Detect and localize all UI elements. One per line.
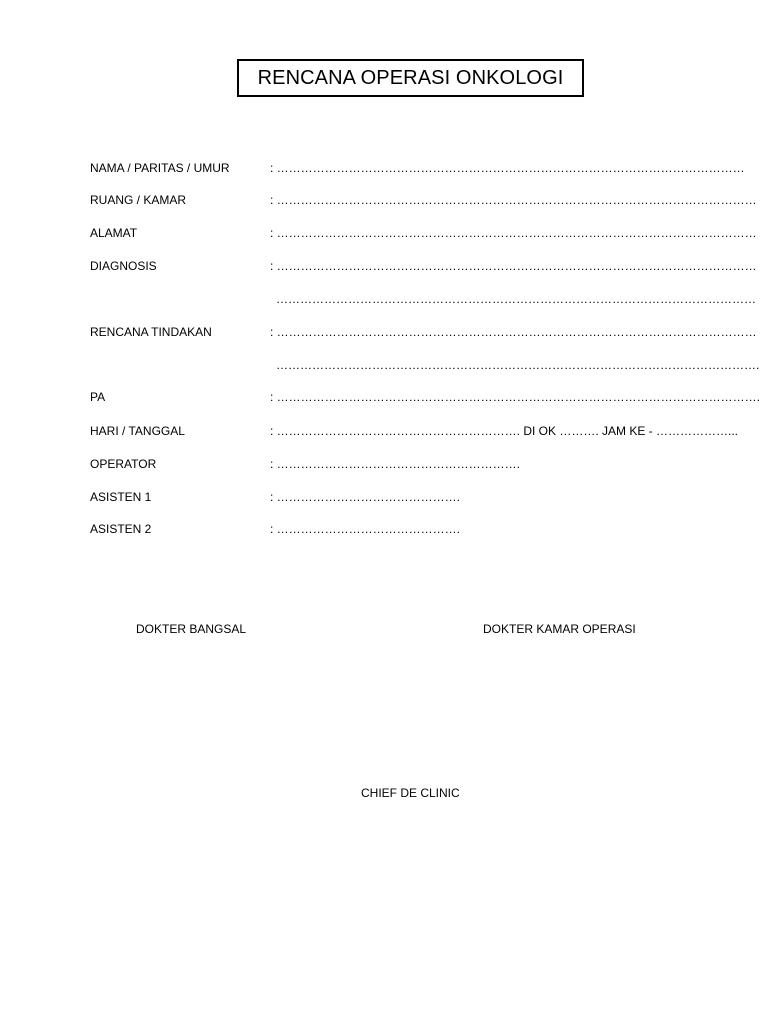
- field-label: HARI / TANGGAL: [90, 424, 185, 438]
- signature-dokter-bangsal: DOKTER BANGSAL: [136, 622, 247, 636]
- field-value: ………………………………………………………………………………………………………….: [276, 358, 760, 372]
- field-value: : …………………………………………………………………………………………………………: [270, 259, 757, 273]
- field-nama-paritas-umur: [0, 160, 768, 176]
- field-value: : ………………………………………………………………………………………………………: [270, 161, 745, 175]
- field-label: PA: [90, 390, 106, 404]
- field-value: : ……………………………………………………. DI OK ………. JAM KE - ………………...: [270, 424, 739, 438]
- field-label: RENCANA TINDAKAN: [90, 325, 212, 339]
- field-label: RUANG / KAMAR: [90, 193, 187, 207]
- field-label: OPERATOR: [90, 457, 157, 471]
- field-alamat: [0, 225, 768, 241]
- field-rencana-tindakan: [0, 324, 768, 340]
- field-operator: [0, 456, 768, 472]
- field-ruang-kamar: [0, 192, 768, 208]
- document-title-text: RENCANA OPERASI ONKOLOGI: [257, 66, 564, 89]
- field-rencana-tindakan-continued: [0, 357, 768, 373]
- field-value: : …………………………………………………………………………………………………………: [270, 325, 757, 339]
- field-label: ASISTEN 1: [90, 490, 152, 504]
- field-label: NAMA / PARITAS / UMUR: [90, 161, 230, 175]
- signature-chief-de-clinic: CHIEF DE CLINIC: [361, 786, 460, 800]
- field-diagnosis: [0, 258, 768, 274]
- signature-dokter-kamar-operasi: DOKTER KAMAR OPERASI: [483, 622, 636, 636]
- field-value: : ……………………………………….: [270, 490, 461, 504]
- field-value: : ……………………………………….: [270, 522, 461, 536]
- field-asisten-2: [0, 521, 768, 537]
- field-value: : ………………………………………………………………………………………………………….: [270, 390, 761, 404]
- field-value: : …………………………………………………….: [270, 457, 521, 471]
- document-title: [237, 59, 584, 97]
- field-label: ALAMAT: [90, 226, 138, 240]
- field-label: ASISTEN 2: [90, 522, 152, 536]
- field-value: : …………………………………………………………………………………………………………: [270, 193, 757, 207]
- field-diagnosis-continued: [0, 291, 768, 307]
- field-pa: [0, 389, 768, 405]
- field-asisten-1: [0, 489, 768, 505]
- field-value: : …………………………………………………………………………………………………………: [270, 226, 757, 240]
- field-hari-tanggal: [0, 423, 768, 439]
- field-label: DIAGNOSIS: [90, 259, 157, 273]
- field-value: …………………………………………………………………………………………………………: [276, 292, 756, 306]
